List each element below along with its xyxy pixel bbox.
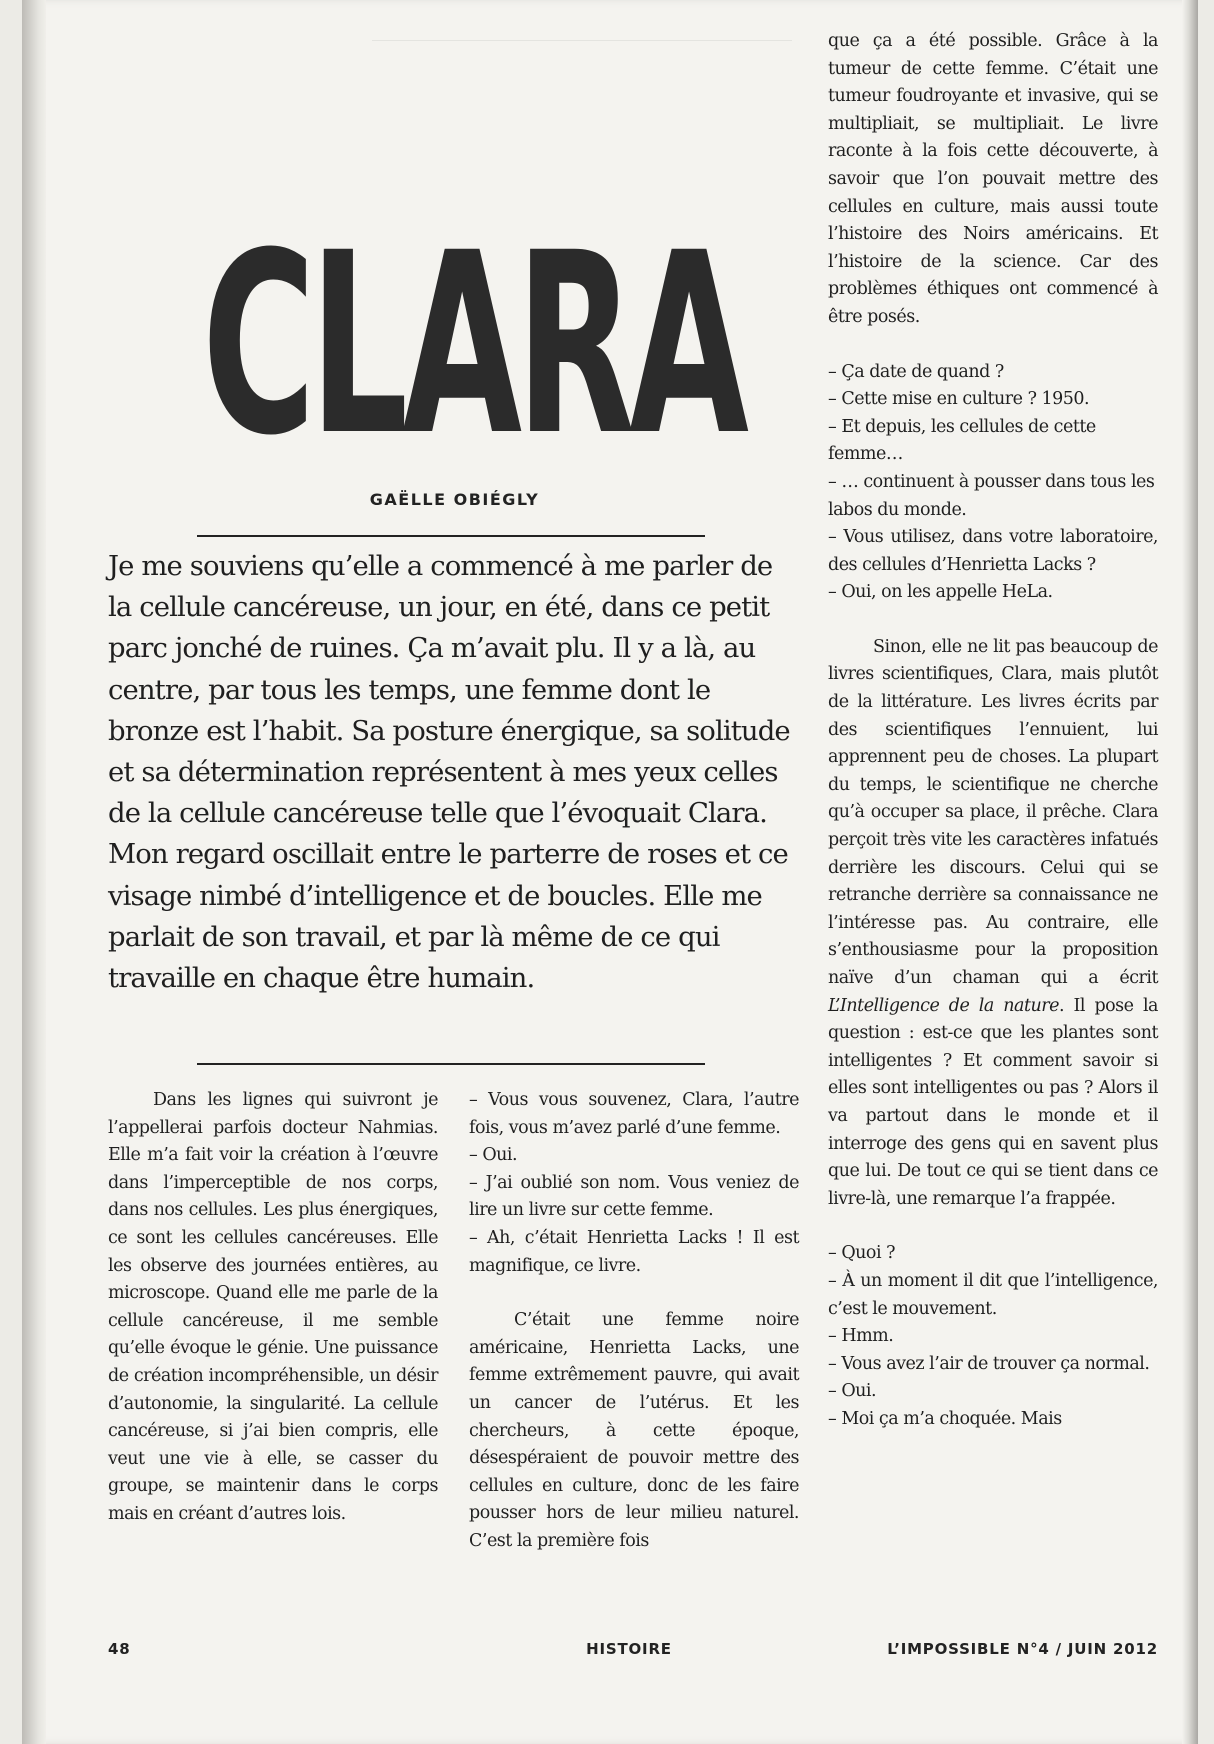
section-name: HISTOIRE bbox=[586, 1640, 672, 1658]
column-3 bbox=[828, 28, 1158, 1434]
dialogue-line: – J’ai oublié son nom. Vous veniez de lire un livre sur cette femme. bbox=[469, 1172, 799, 1221]
dialogue-line: – Hmm. bbox=[828, 1326, 894, 1347]
page-spine-shadow bbox=[22, 0, 46, 1744]
dialogue-line: – Ah, c’était Henrietta Lacks ! Il est magnifique, ce livre. bbox=[469, 1227, 799, 1276]
page-edge bbox=[1182, 0, 1198, 1744]
article-author: GAËLLE OBIÉGLY bbox=[369, 490, 540, 509]
page-number: 48 bbox=[108, 1640, 131, 1658]
dialogue-line: – Oui, on les appelle HeLa. bbox=[828, 582, 1053, 603]
dialogue-line: – Moi ça m’a choquée. Mais bbox=[828, 1408, 1062, 1429]
magazine-page bbox=[22, 0, 1198, 1744]
dialogue-line: – Et depuis, les cellules de cette femme… bbox=[828, 416, 1096, 465]
book-title: L’Intelligence de la nature bbox=[828, 995, 1059, 1016]
dialogue-line: – Oui. bbox=[469, 1145, 518, 1166]
column-1 bbox=[108, 1087, 438, 1529]
body-paragraph: que ça a été possible. Grâce à la tumeur de cette femme. C’était une tumeur foudroyante et invasive, qui se multipliait, se multipliait. Le livre raconte à la fois cette découverte, à savoir que l’on pouvait mettre des cellules en culture, mais aussi toute l’histoire des Noirs américains. Et l’histoire de la science. Car des problèmes éthiques ont commencé à être posés. bbox=[828, 31, 1158, 327]
body-paragraph bbox=[828, 634, 1158, 1213]
show-through-artifact bbox=[372, 40, 792, 171]
article-title: CLARA bbox=[202, 199, 743, 490]
dialogue-line: – Cette mise en culture ? 1950. bbox=[828, 389, 1090, 410]
rule-top bbox=[197, 535, 705, 537]
paragraph-text: Sinon, elle ne lit pas beaucoup de livres scientifiques, Clara, mais plutôt de la littérature. Les livres écrits par des scientifiques l’ennuient, lui apprennent peu de choses. La plupart du temps, le scientifique ne cherche qu’à occuper sa place, il prêche. Clara perçoit très vite les caractères infatués derrière les discours. Celui qui se retranche derrière sa connaissance ne l’intéresse pas. Au contraire, elle s’enthousiasme pour la proposition naïve d’un chaman qui a écrit bbox=[828, 636, 1158, 988]
dialogue-line: – Ça date de quand ? bbox=[828, 361, 1004, 382]
lead-paragraph: Je me souviens qu’elle a commencé à me parler de la cellule cancéreuse, un jour, en été, dans ce petit parc jonché de ruines. Ça m’avait plu. Il y a là, au centre, par tous les temps, une femme dont le bronze est l’habit. Sa posture énergique, sa solitude et sa détermination représentent à mes yeux celles de la cellule cancéreuse telle que l’évoquait Clara. Mon regard oscillait entre le parterre de roses et ce visage nimbé d’intelligence et de boucles. Elle me parlait de son travail, et par là même de ce qui travaille en chaque être humain. bbox=[108, 550, 790, 995]
dialogue-line: – … continuent à pousser dans tous les labos du monde. bbox=[828, 471, 1155, 520]
rule-bottom bbox=[197, 1063, 705, 1065]
dialogue-line: – Quoi ? bbox=[828, 1243, 896, 1264]
dialogue-line: – Oui. bbox=[828, 1381, 877, 1402]
body-paragraph: C’était une femme noire américaine, Henrietta Lacks, une femme extrêmement pauvre, qui avait un cancer de l’utérus. Et les chercheurs, à cette époque, désespéraient de pouvoir mettre des cellules en culture, donc de les faire pousser hors de leur milieu naturel. C’est la première fois bbox=[469, 1310, 799, 1551]
dialogue-line: – À un moment il dit que l’intelligence, c’est le mouvement. bbox=[828, 1270, 1158, 1319]
paragraph-text: . Il pose la question : est-ce que les plantes sont intelligentes ? Et comment savoir si elles sont intelligentes ou pas ? Alors il va partout dans le monde et il interroge des gens qui en savent plus que lui. De tout ce qui se tient dans ce livre-là, une remarque l’a frappée. bbox=[828, 995, 1158, 1209]
dialogue-line: – Vous vous souvenez, Clara, l’autre fois, vous m’avez parlé d’une femme. bbox=[469, 1090, 799, 1138]
dialogue-line: – Vous avez l’air de trouver ça normal. bbox=[828, 1353, 1150, 1374]
column-2 bbox=[469, 1087, 799, 1556]
dialogue-line: – Vous utilisez, dans votre laboratoire, des cellules d’Henrietta Lacks ? bbox=[828, 527, 1158, 575]
issue-info: L’IMPOSSIBLE N°4 / JUIN 2012 bbox=[887, 1640, 1158, 1658]
body-paragraph: Dans les lignes qui suivront je l’appellerai parfois docteur Nahmias. Elle m’a fait voir la création à l’œuvre dans l’imperceptible de nos corps, dans nos cellules. Les plus énergiques, ce sont les cellules cancéreuses. Elle les observe des journées entières, au microscope. Quand elle me parle de la cellule cancéreuse, il me semble qu’elle évoque le génie. Une puissance de création incompréhensible, un désir d’autonomie, la singularité. La cellule cancéreuse, si j’ai bien compris, elle veut une vie à elle, se casser du groupe, se maintenir dans le corps mais en créant d’autres lois. bbox=[108, 1090, 438, 1524]
